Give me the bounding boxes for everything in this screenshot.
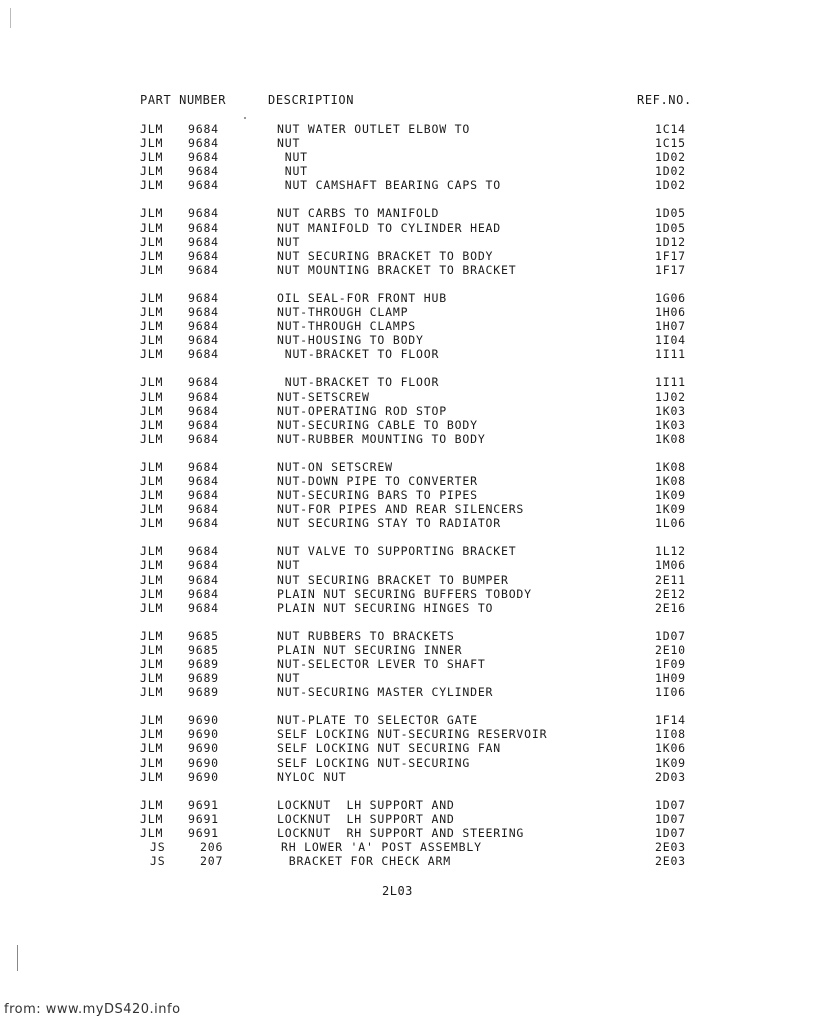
table-row — [0, 544, 816, 558]
part-number: 9684 — [188, 431, 219, 446]
ref-number: 1D02 — [655, 150, 686, 165]
ref-number: 1F14 — [655, 713, 686, 728]
scan-speck — [244, 117, 246, 119]
part-prefix: JLM — [140, 502, 164, 517]
part-description: NYLOC NUT — [277, 769, 347, 784]
header-description: DESCRIPTION — [268, 93, 355, 107]
part-description: NUT MOUNTING BRACKET TO BRACKET — [277, 262, 517, 277]
ref-number: 1K09 — [655, 502, 686, 517]
part-number: 9684 — [188, 403, 219, 418]
table-row — [0, 263, 816, 277]
ref-number: 1D07 — [655, 797, 686, 812]
part-number: 9684 — [188, 122, 219, 136]
table-row — [0, 727, 816, 741]
part-prefix: JLM — [140, 516, 164, 531]
table-row — [0, 249, 816, 263]
ref-number: 1K03 — [655, 417, 686, 432]
part-prefix: JLM — [140, 459, 164, 474]
part-prefix: JLM — [140, 122, 164, 136]
part-number: 9691 — [188, 797, 219, 812]
table-row — [0, 840, 816, 854]
table-row — [0, 474, 816, 488]
ref-number: 1L06 — [655, 516, 686, 531]
table-row — [0, 404, 816, 418]
part-number: 9689 — [188, 657, 219, 671]
ref-number: 1F17 — [655, 248, 686, 263]
part-number: 9684 — [188, 488, 219, 503]
part-description: NUT-RUBBER MOUNTING TO BODY — [277, 431, 486, 446]
part-prefix: JLM — [140, 333, 164, 348]
part-number: 9684 — [188, 558, 219, 573]
table-row — [0, 812, 816, 826]
part-description: NUT-DOWN PIPE TO CONVERTER — [277, 473, 478, 488]
part-prefix: JLM — [140, 403, 164, 418]
part-prefix: JLM — [140, 811, 164, 826]
ref-number: 1D12 — [655, 234, 686, 249]
part-prefix: JLM — [140, 417, 164, 432]
part-number: 9684 — [188, 502, 219, 517]
table-row — [0, 347, 816, 361]
row-group — [0, 798, 816, 868]
table-row — [0, 573, 816, 587]
ref-number: 2E16 — [655, 600, 686, 615]
part-prefix: JLM — [140, 220, 164, 235]
part-number: 9684 — [188, 333, 219, 348]
part-description: BRACKET FOR CHECK ARM — [281, 854, 451, 869]
table-row — [0, 136, 816, 150]
part-number: 9684 — [188, 220, 219, 235]
part-description: NUT-SETSCREW — [277, 389, 370, 404]
ref-number: 1K09 — [655, 488, 686, 503]
table-row — [0, 643, 816, 657]
part-prefix: JLM — [140, 305, 164, 320]
table-row — [0, 770, 816, 784]
row-group — [0, 629, 816, 699]
part-number: 9684 — [188, 473, 219, 488]
part-number: 9684 — [188, 164, 219, 179]
table-row — [0, 432, 816, 446]
ref-number: 1G06 — [655, 290, 686, 305]
part-prefix: JLM — [140, 586, 164, 601]
ref-number: 2D03 — [655, 769, 686, 784]
table-row — [0, 122, 816, 136]
table-row — [0, 488, 816, 502]
part-prefix: JLM — [140, 234, 164, 249]
part-prefix: JLM — [140, 164, 164, 179]
table-row — [0, 516, 816, 530]
part-number: 9684 — [188, 150, 219, 165]
table-row — [0, 685, 816, 699]
part-description: PLAIN NUT SECURING BUFFERS TOBODY — [277, 586, 532, 601]
part-description: OIL SEAL-FOR FRONT HUB — [277, 290, 447, 305]
table-row — [0, 221, 816, 235]
row-group — [0, 291, 816, 361]
part-prefix: JLM — [140, 727, 164, 742]
ref-number: 2E12 — [655, 586, 686, 601]
part-prefix: JLM — [140, 178, 164, 193]
table-row — [0, 206, 816, 220]
ref-number: 2E03 — [655, 840, 686, 855]
part-prefix: JLM — [140, 290, 164, 305]
ref-number: 1F09 — [655, 657, 686, 671]
header-ref-no: REF.NO. — [637, 93, 692, 107]
part-number: 9690 — [188, 755, 219, 770]
part-number: 207 — [200, 854, 224, 869]
part-prefix: JLM — [140, 755, 164, 770]
part-description: NUT — [277, 136, 301, 151]
table-row — [0, 235, 816, 249]
ref-number: 1D02 — [655, 178, 686, 193]
ref-number: 1F17 — [655, 262, 686, 277]
part-description: SELF LOCKING NUT-SECURING RESERVOIR — [277, 727, 548, 742]
page-code: 2L03 — [382, 884, 413, 898]
part-description: NUT-SECURING CABLE TO BODY — [277, 417, 478, 432]
part-prefix: JLM — [140, 657, 164, 671]
row-group — [0, 544, 816, 614]
table-row — [0, 418, 816, 432]
part-description: NUT WATER OUTLET ELBOW TO — [277, 122, 471, 136]
ref-number: 1L12 — [655, 544, 686, 559]
part-prefix: JLM — [140, 797, 164, 812]
part-description: PLAIN NUT SECURING INNER — [277, 642, 463, 657]
part-description: SELF LOCKING NUT SECURING FAN — [277, 741, 501, 756]
part-description: NUT — [277, 150, 308, 165]
table-row — [0, 375, 816, 389]
part-number: 9690 — [188, 713, 219, 728]
table-row — [0, 601, 816, 615]
ref-number: 1I06 — [655, 685, 686, 700]
part-number: 9690 — [188, 741, 219, 756]
part-prefix: JLM — [140, 825, 164, 840]
row-group — [0, 122, 816, 192]
part-number: 9691 — [188, 811, 219, 826]
part-description: NUT-HOUSING TO BODY — [277, 333, 424, 348]
part-description: NUT SECURING BRACKET TO BUMPER — [277, 572, 509, 587]
table-row — [0, 713, 816, 727]
part-prefix: JLM — [140, 473, 164, 488]
part-number: 9684 — [188, 178, 219, 193]
part-prefix: JLM — [140, 347, 164, 362]
table-row — [0, 854, 816, 868]
scan-mark — [17, 945, 18, 971]
table-row — [0, 558, 816, 572]
part-description: NUT MANIFOLD TO CYLINDER HEAD — [277, 220, 501, 235]
ref-number: 1H06 — [655, 305, 686, 320]
ref-number: 1H09 — [655, 671, 686, 686]
part-description: NUT-SELECTOR LEVER TO SHAFT — [277, 657, 486, 671]
ref-number: 1D07 — [655, 825, 686, 840]
part-prefix: JLM — [140, 685, 164, 700]
table-row — [0, 502, 816, 516]
ref-number: 1D07 — [655, 811, 686, 826]
part-prefix: JLM — [140, 136, 164, 151]
ref-number: 1D07 — [655, 628, 686, 643]
ref-number: 2E10 — [655, 642, 686, 657]
ref-number: 1I11 — [655, 347, 686, 362]
part-description: RH LOWER 'A' POST ASSEMBLY — [281, 840, 482, 855]
part-number: 9684 — [188, 248, 219, 263]
table-row — [0, 741, 816, 755]
part-number: 9690 — [188, 727, 219, 742]
part-description: NUT RUBBERS TO BRACKETS — [277, 628, 455, 643]
source-footer: from: www.myDS420.info — [4, 1002, 181, 1017]
table-row — [0, 390, 816, 404]
part-description: NUT-PLATE TO SELECTOR GATE — [277, 713, 478, 728]
ref-number: 1C15 — [655, 136, 686, 151]
ref-number: 1K08 — [655, 431, 686, 446]
table-row — [0, 587, 816, 601]
table-row — [0, 291, 816, 305]
table-row — [0, 756, 816, 770]
part-description: NUT SECURING STAY TO RADIATOR — [277, 516, 501, 531]
ref-number: 1I11 — [655, 375, 686, 390]
part-prefix: JLM — [140, 628, 164, 643]
part-prefix: JLM — [140, 572, 164, 587]
scan-mark — [10, 8, 11, 28]
part-number: 9684 — [188, 319, 219, 334]
part-description: LOCKNUT LH SUPPORT AND — [277, 811, 455, 826]
part-number: 9684 — [188, 262, 219, 277]
table-row — [0, 460, 816, 474]
ref-number: 1K06 — [655, 741, 686, 756]
part-number: 9684 — [188, 544, 219, 559]
part-prefix: JLM — [140, 600, 164, 615]
part-description: NUT-SECURING MASTER CYLINDER — [277, 685, 494, 700]
part-description: LOCKNUT RH SUPPORT AND STEERING — [277, 825, 525, 840]
part-description: NUT SECURING BRACKET TO BODY — [277, 248, 494, 263]
part-description: NUT CAMSHAFT BEARING CAPS TO — [277, 178, 501, 193]
part-number: 9689 — [188, 671, 219, 686]
part-description: PLAIN NUT SECURING HINGES TO — [277, 600, 494, 615]
part-number: 9685 — [188, 628, 219, 643]
part-description: SELF LOCKING NUT-SECURING — [277, 755, 471, 770]
part-number: 9691 — [188, 825, 219, 840]
part-prefix: JLM — [140, 262, 164, 277]
part-description: NUT-THROUGH CLAMP — [277, 305, 409, 320]
ref-number: 1D02 — [655, 164, 686, 179]
part-description: NUT-ON SETSCREW — [277, 459, 393, 474]
row-group — [0, 375, 816, 445]
table-row — [0, 333, 816, 347]
part-prefix: JLM — [140, 319, 164, 334]
part-prefix: JLM — [140, 150, 164, 165]
part-number: 9684 — [188, 234, 219, 249]
ref-number: 1K08 — [655, 473, 686, 488]
table-row — [0, 319, 816, 333]
part-number: 9684 — [188, 516, 219, 531]
table-row — [0, 798, 816, 812]
header-part-number: PART NUMBER — [140, 93, 227, 107]
part-prefix: JLM — [140, 769, 164, 784]
part-number: 9684 — [188, 136, 219, 151]
part-description: NUT — [277, 558, 301, 573]
ref-number: 1D05 — [655, 220, 686, 235]
part-prefix: JLM — [140, 713, 164, 728]
part-prefix: JLM — [140, 671, 164, 686]
part-prefix: JLM — [140, 488, 164, 503]
part-description: LOCKNUT LH SUPPORT AND — [277, 797, 455, 812]
part-description: NUT-SECURING BARS TO PIPES — [277, 488, 478, 503]
ref-number: 1D05 — [655, 206, 686, 221]
part-number: 9690 — [188, 769, 219, 784]
table-row — [0, 150, 816, 164]
part-prefix: JLM — [140, 642, 164, 657]
part-description: NUT-BRACKET TO FLOOR — [277, 375, 440, 390]
part-prefix: JLM — [140, 248, 164, 263]
part-number: 9684 — [188, 375, 219, 390]
table-row — [0, 657, 816, 671]
table-row — [0, 826, 816, 840]
part-description: NUT-OPERATING ROD STOP — [277, 403, 447, 418]
ref-number: 1K08 — [655, 459, 686, 474]
part-number: 9684 — [188, 600, 219, 615]
part-number: 9685 — [188, 642, 219, 657]
part-number: 206 — [200, 840, 224, 855]
part-description: NUT — [277, 164, 308, 179]
part-number: 9684 — [188, 347, 219, 362]
ref-number: 1I08 — [655, 727, 686, 742]
part-description: NUT-THROUGH CLAMPS — [277, 319, 417, 334]
part-prefix: JLM — [140, 558, 164, 573]
part-number: 9689 — [188, 685, 219, 700]
part-number: 9684 — [188, 417, 219, 432]
ref-number: 1K09 — [655, 755, 686, 770]
ref-number: 2E03 — [655, 854, 686, 869]
row-group — [0, 713, 816, 783]
part-description: NUT — [277, 234, 301, 249]
row-group — [0, 460, 816, 530]
part-description: NUT-BRACKET TO FLOOR — [277, 347, 440, 362]
table-row — [0, 305, 816, 319]
ref-number: 1M06 — [655, 558, 686, 573]
ref-number: 1J02 — [655, 389, 686, 404]
part-prefix: JS — [150, 854, 166, 869]
ref-number: 1C14 — [655, 122, 686, 136]
part-prefix: JLM — [140, 375, 164, 390]
ref-number: 1K03 — [655, 403, 686, 418]
part-prefix: JLM — [140, 206, 164, 221]
table-row — [0, 671, 816, 685]
part-prefix: JLM — [140, 544, 164, 559]
table-row — [0, 164, 816, 178]
table-row — [0, 629, 816, 643]
part-description: NUT-FOR PIPES AND REAR SILENCERS — [277, 502, 525, 517]
part-prefix: JLM — [140, 389, 164, 404]
ref-number: 2E11 — [655, 572, 686, 587]
part-number: 9684 — [188, 586, 219, 601]
part-prefix: JS — [150, 840, 166, 855]
part-prefix: JLM — [140, 741, 164, 756]
part-description: NUT CARBS TO MANIFOLD — [277, 206, 440, 221]
part-number: 9684 — [188, 459, 219, 474]
part-prefix: JLM — [140, 431, 164, 446]
part-number: 9684 — [188, 389, 219, 404]
part-number: 9684 — [188, 206, 219, 221]
part-description: NUT — [277, 671, 301, 686]
part-description: NUT VALVE TO SUPPORTING BRACKET — [277, 544, 517, 559]
part-number: 9684 — [188, 290, 219, 305]
row-group — [0, 206, 816, 276]
part-number: 9684 — [188, 305, 219, 320]
ref-number: 1I04 — [655, 333, 686, 348]
part-number: 9684 — [188, 572, 219, 587]
ref-number: 1H07 — [655, 319, 686, 334]
table-row — [0, 178, 816, 192]
parts-table — [0, 122, 816, 882]
